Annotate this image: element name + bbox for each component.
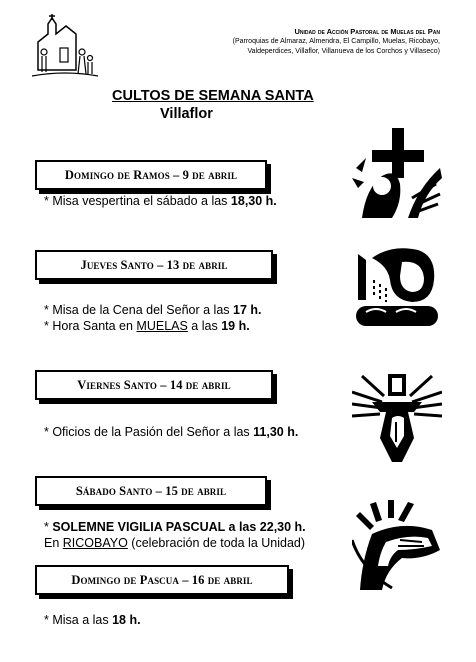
page-title: CULTOS DE SEMANA SANTA	[112, 88, 314, 104]
schedule-line: * Hora Santa en MUELAS a las 19 h.	[44, 319, 250, 333]
day-heading-palm-sunday: Domingo de Ramos – 9 de abril	[35, 160, 267, 190]
palm-sunday-icon	[352, 128, 442, 218]
schedule-line: * SOLEMNE VIGILIA PASCUAL a las 22,30 h.	[44, 520, 306, 534]
organization-parishes-line1: (Parroquias de Almaraz, Almendra, El Campillo, Muelas, Ricobayo,	[232, 38, 440, 45]
day-heading-holy-saturday: Sábado Santo – 15 de abril	[35, 476, 267, 506]
schedule-line: * Misa de la Cena del Señor a las 17 h.	[44, 303, 262, 317]
crucifix-icon	[352, 372, 442, 462]
schedule-line: En RICOBAYO (celebración de toda la Unidad)	[44, 536, 306, 550]
day-heading-good-friday: Viernes Santo – 14 de abril	[35, 370, 273, 400]
organization-info	[200, 27, 440, 57]
schedule-line: * Misa a las 18 h.	[44, 613, 141, 627]
schedule-line: * Oficios de la Pasión del Señor a las 11,30 h.	[44, 425, 299, 439]
day-heading-easter-sunday: Domingo de Pascua – 16 de abril	[35, 565, 289, 595]
page-subtitle: Villaflor	[160, 106, 213, 122]
organization-name: Unidad de Acción Pastoral de Muelas del Pan	[294, 27, 440, 36]
day-heading-holy-thursday: Jueves Santo – 13 de abril	[35, 250, 273, 280]
organization-parishes-line2: Valdeperdices, Villaflor, Villanueva de los Corchos y Villaseco)	[247, 48, 440, 55]
schedule-line: * Misa vespertina el sábado a las 18,30 h.	[44, 194, 277, 208]
church-logo-icon	[30, 12, 100, 82]
washing-feet-icon	[352, 240, 442, 330]
risen-hand-icon	[352, 500, 442, 590]
